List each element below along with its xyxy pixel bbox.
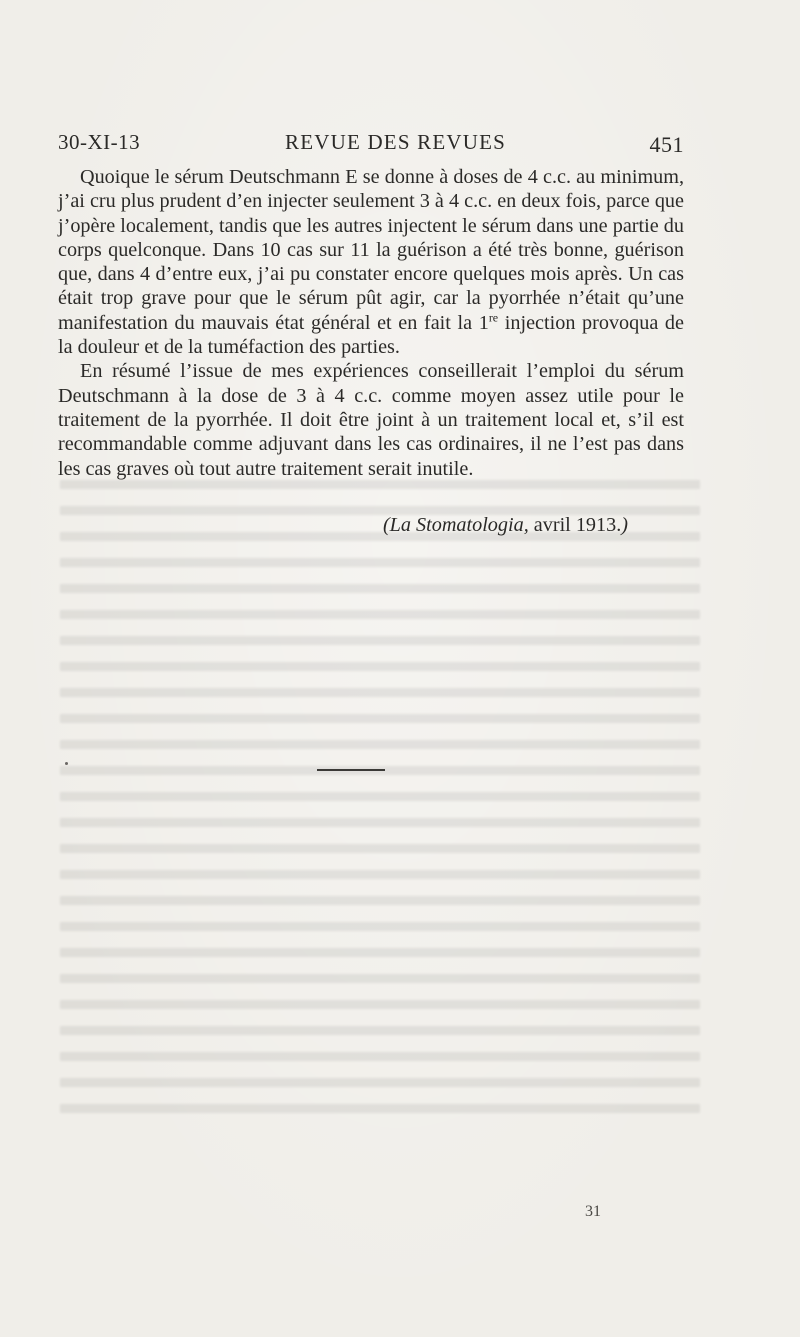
paragraph-1 bbox=[58, 165, 684, 359]
source-journal: (La Stomatologia, bbox=[382, 514, 529, 536]
show-through-shadow bbox=[60, 480, 700, 1120]
article-body bbox=[58, 165, 684, 481]
source-close: ) bbox=[621, 514, 628, 536]
header-date: 30-XI-13 bbox=[58, 130, 141, 154]
header-title: REVUE DES REVUES bbox=[285, 130, 507, 154]
header-page-number: 451 bbox=[649, 132, 684, 157]
source-date: avril 1913. bbox=[533, 514, 622, 536]
signature-mark: 31 bbox=[585, 1203, 601, 1220]
paragraph-1-end: injection provoqua de la douleur et de la tuméfaction des parties. bbox=[58, 311, 684, 359]
paragraph-1-text: Quoique le sérum Deutschmann E se donne à doses de 4 c.c. au minimum, j’ai cru plus prudent d’en injecter seulement 3 à 4 c.c. en deux fois, parce que j’opère localement, tandis que les autres injectent le sérum dans une partie du corps quelconque. Dans 10 cas sur 11 la guérison a été très bonne, guérison que, dans 4 d’entre eux, j’ai pu constater encore quelques mois après. Un cas était trop grave pour que le sérum pût agir, car la pyorrhée n’était qu’une manifestation du mauvais état général et en fait la 1 bbox=[58, 166, 684, 334]
stray-mark bbox=[65, 762, 68, 765]
paragraph-2: En résumé l’issue de mes expériences conseillerait l’emploi du sérum Deutschmann à la dose de 3 à 4 c.c. comme moyen assez utile pour le traitement de la pyorrhée. Il doit être joint à un traitement local et, s’il est recommandable comme adjuvant dans les cas ordinaires, il ne l’est pas dans les cas graves où tout autre traitement serait inutile. bbox=[58, 360, 684, 480]
ordinal-superscript: re bbox=[488, 310, 499, 325]
running-header bbox=[58, 130, 684, 160]
section-divider bbox=[317, 769, 385, 771]
